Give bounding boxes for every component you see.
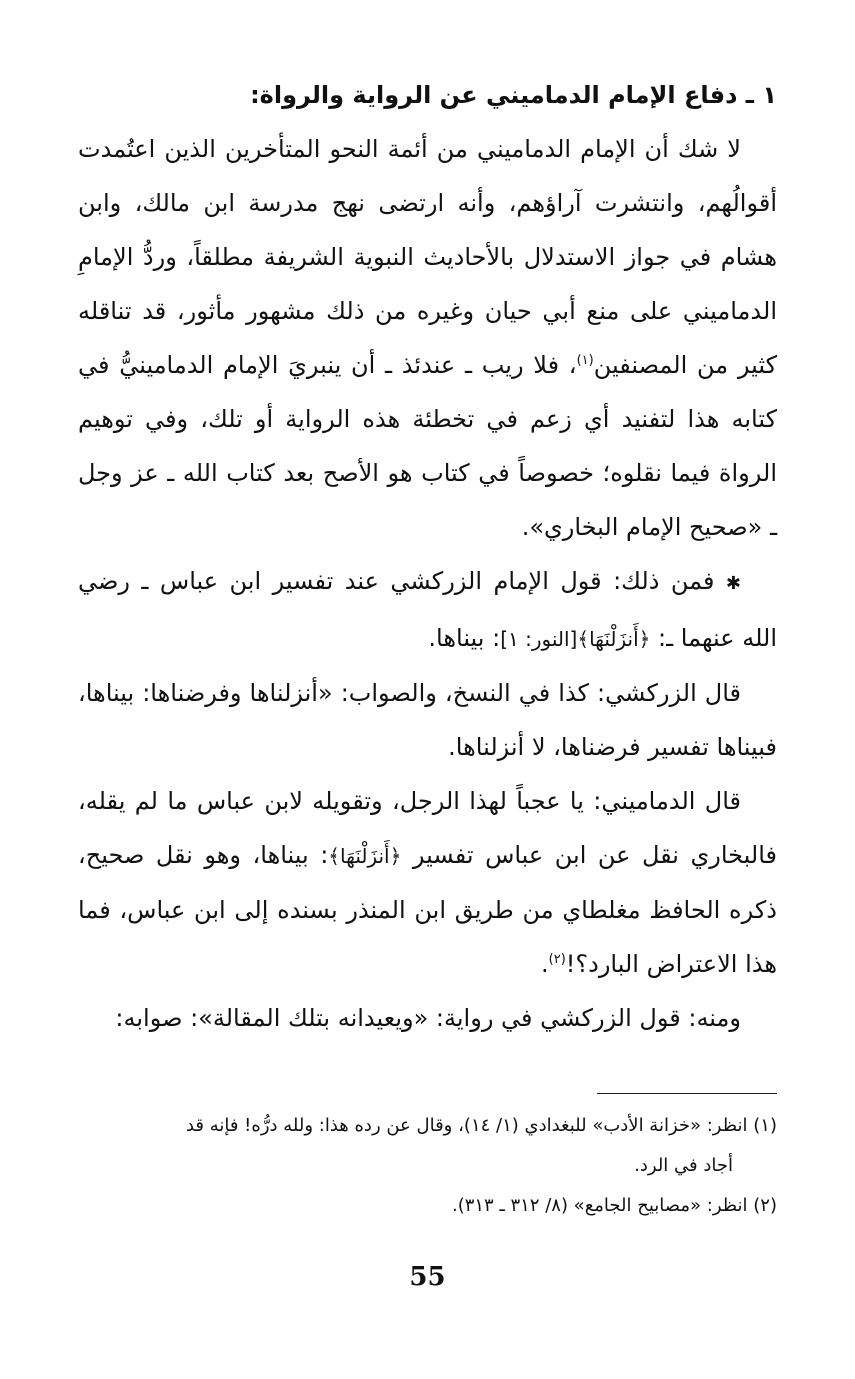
paragraph-1 xyxy=(78,122,777,554)
footnote-ref-2: (٢) xyxy=(548,952,566,967)
footnote-1-continuation: أجاد في الرد. xyxy=(634,1155,733,1176)
footnote-1 xyxy=(78,1106,777,1146)
paragraph-3-text: قال الزركشي: كذا في النسخ، والصواب: «أنزلناها وفرضناها: بيناها، فبيناها تفسير فرضناها، لا أنزلناها. xyxy=(78,679,777,761)
paragraph-1-text-after: ، فلا ريب ـ عندئذ ـ أن ينبريَ الإمام الدمامينيُّ في كتابه هذا لتفنيد أي زعم في تخطئة هذه الرواية أو تلك، وفي توهيم الرواة فيما نقلوه؛ خصوصاً في كتاب هو الأصح بعد كتاب الله ـ عز وجل ـ «صحيح الإمام البخاري». xyxy=(78,351,777,541)
paragraph-4-text-end: . xyxy=(541,950,549,978)
paragraph-4 xyxy=(78,774,777,991)
paragraph-1-text: لا شك أن الإمام الدماميني من أئمة النحو المتأخرين الذين اعتُمدت أقوالُهم، وانتشرت آراؤهم، وأنه ارتضى نهج مدرسة ابن مالك، وابن هشام في جواز الاستدلال بالأحاديث النبوية الشريفة مطلقاً، وردُّ الإمامِ الدماميني على منع أبي حيان وغيره من ذلك مشهور مأثور، قد تناقله كثير من المصنفين xyxy=(78,135,777,379)
quran-verse: ﴿أَنزَلْنَهَا﴾ xyxy=(328,844,402,868)
footnote-2-text: انظر: «مصابيح الجامع» (٨/ ٣١٢ ـ ٣١٣). xyxy=(451,1195,748,1216)
paragraph-5 xyxy=(78,991,777,1045)
quran-citation: [النور: ١] xyxy=(500,627,578,651)
paragraph-2 xyxy=(78,554,777,666)
paragraph-2-text: فمن ذلك: قول الإمام الزركشي عند تفسير ابن عباس ـ رضي الله عنهما ـ: xyxy=(78,567,777,652)
paragraph-2-text-after: : بيناها. xyxy=(428,624,501,652)
footnote-1-text: انظر: «خزانة الأدب» للبغدادي (١/ ١٤)، وقال عن رده هذا: ولله درُّه! فإنه قد xyxy=(185,1115,748,1136)
paragraph-4-text: قال الدماميني: يا عجباً لهذا الرجل، وتقويله لابن عباس ما لم يقله، فالبخاري نقل عن ابن عباس تفسير xyxy=(78,787,777,869)
footnote-2-number: (٢) xyxy=(753,1195,777,1216)
footnote-2 xyxy=(78,1186,777,1226)
quran-verse: ﴿أَنزَلْنَهَا﴾ xyxy=(577,627,651,651)
footnote-1-number: (١) xyxy=(753,1115,777,1136)
footnote-ref-1: (١) xyxy=(576,353,594,368)
asterisk-marker-icon: ✱ xyxy=(725,573,741,594)
footnotes xyxy=(78,1106,777,1226)
paragraph-3 xyxy=(78,666,777,774)
page-number: 55 xyxy=(409,1262,446,1292)
paragraph-5-text: ومنه: قول الزركشي في رواية: «ويعيدانه بتلك المقالة»: صوابه: xyxy=(115,1004,741,1032)
footnote-separator xyxy=(597,1093,777,1094)
section-heading: ١ ـ دفاع الإمام الدماميني عن الرواية والرواة: xyxy=(250,81,777,109)
paragraph-4-text-after: : بيناها، وهو نقل صحيح، ذكره الحافظ مغلطاي من طريق ابن المنذر بسنده إلى ابن عباس، فما هذا الاعتراض البارد؟! xyxy=(78,841,777,978)
